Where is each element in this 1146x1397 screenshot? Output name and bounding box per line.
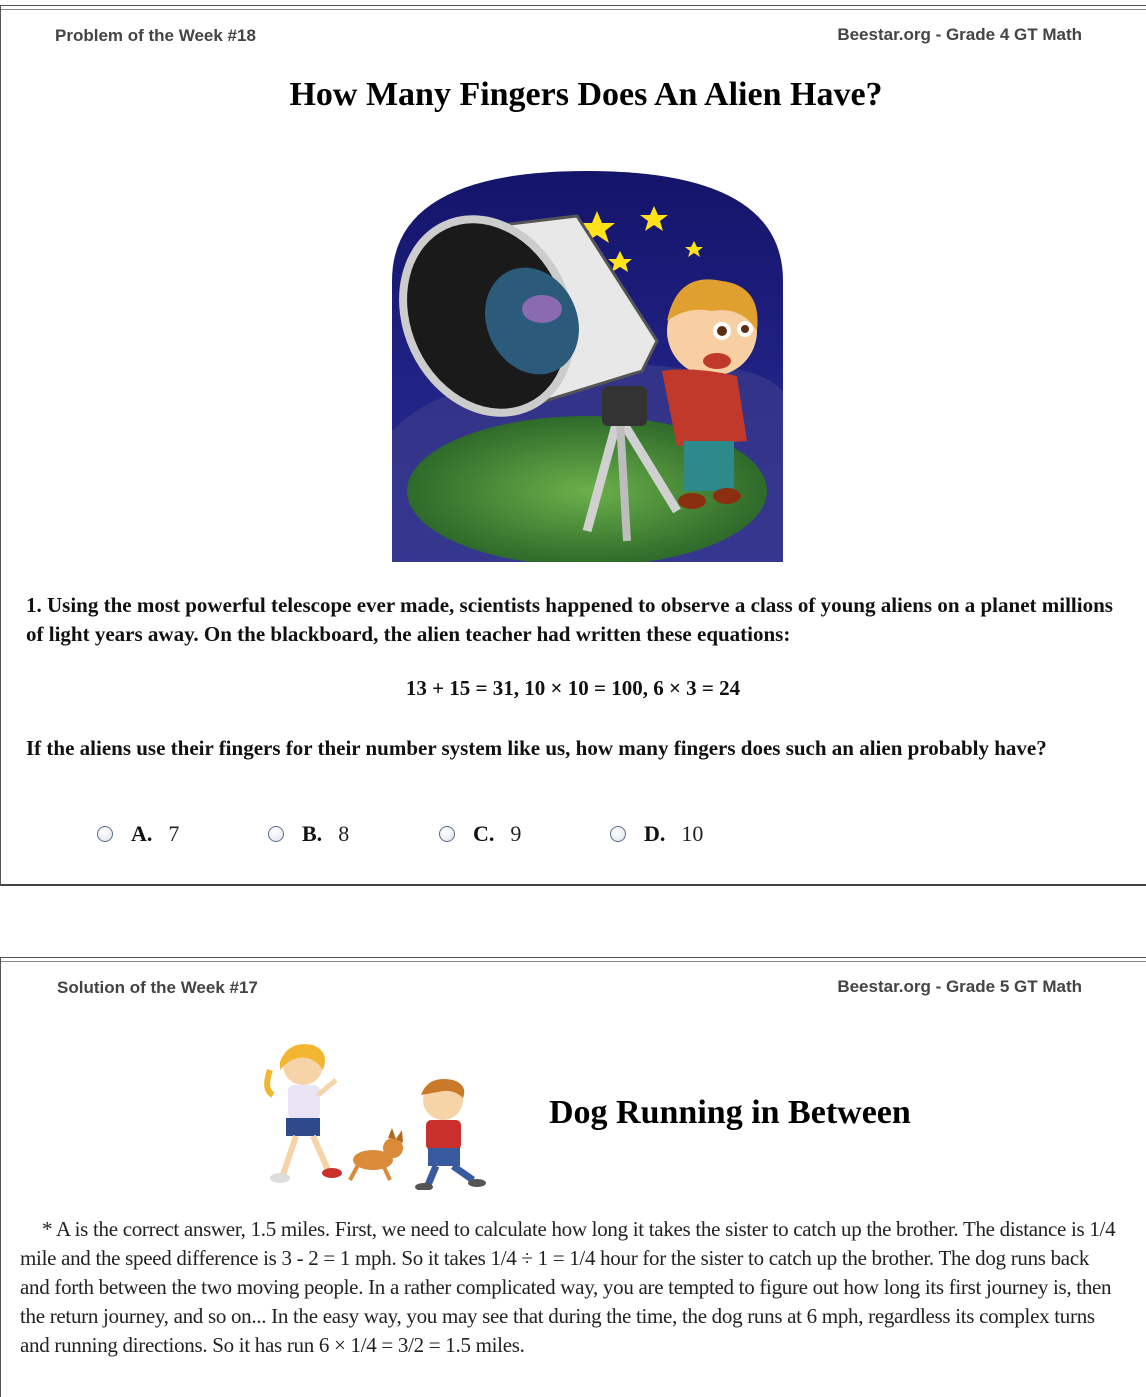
question-ask: If the aliens use their fingers for their number system like us, how many fingers does such an alien probably have? <box>26 736 1047 760</box>
problem-header-left: Problem of the Week #18 <box>55 26 256 45</box>
solution-text: * A is the correct answer, 1.5 miles. First, we need to calculate how long it takes the sister to catch up the brother. The distance is 1/4 mile and the speed difference is 3 - 2 = 1 mph. So it takes 1/4 ÷ 1 = 1/4 hour for the sister to catch up the brother. The dog runs back and forth between the two moving people. In a rather complicated way, you are tempted to figure out how long its first journey is, then the return journey, and so on... In the easy way, you may see that during the time, the dog runs at 6 mph, regardless its complex turns and running directions. So it has run 6 × 1/4 = 3/2 = 1.5 miles. <box>20 1217 1116 1357</box>
radio-button-icon[interactable] <box>97 826 113 842</box>
radio-button-icon[interactable] <box>610 826 626 842</box>
telescope-illustration <box>392 171 783 562</box>
option-value: 9 <box>510 821 522 846</box>
problem-header-right: Beestar.org - Grade 4 GT Math <box>837 25 1082 44</box>
solution-header-right: Beestar.org - Grade 5 GT Math <box>837 977 1082 996</box>
option-value: 8 <box>338 821 350 846</box>
option-letter: D. <box>644 821 666 846</box>
option-letter: C. <box>473 821 495 846</box>
kids-dog-illustration <box>258 1040 488 1190</box>
solution-header-left: Solution of the Week #17 <box>57 978 258 997</box>
option-a[interactable] <box>97 820 179 848</box>
option-d[interactable] <box>610 820 703 848</box>
option-value: 10 <box>681 821 704 846</box>
solution-title: Dog Running in Between <box>549 1094 911 1131</box>
question-intro: 1. Using the most powerful telescope ever made, scientists happened to observe a class of young aliens on a planet millions of light years away. On the blackboard, the alien teacher had written these equations: <box>26 593 1113 646</box>
radio-button-icon[interactable] <box>439 826 455 842</box>
radio-button-icon[interactable] <box>268 826 284 842</box>
problem-title: How Many Fingers Does An Alien Have? <box>289 76 883 113</box>
option-b[interactable] <box>268 820 349 848</box>
option-letter: A. <box>131 821 153 846</box>
option-c[interactable] <box>439 820 521 848</box>
equations: 13 + 15 = 31, 10 × 10 = 100, 6 × 3 = 24 <box>405 676 741 700</box>
option-letter: B. <box>302 821 323 846</box>
option-value: 7 <box>168 821 180 846</box>
